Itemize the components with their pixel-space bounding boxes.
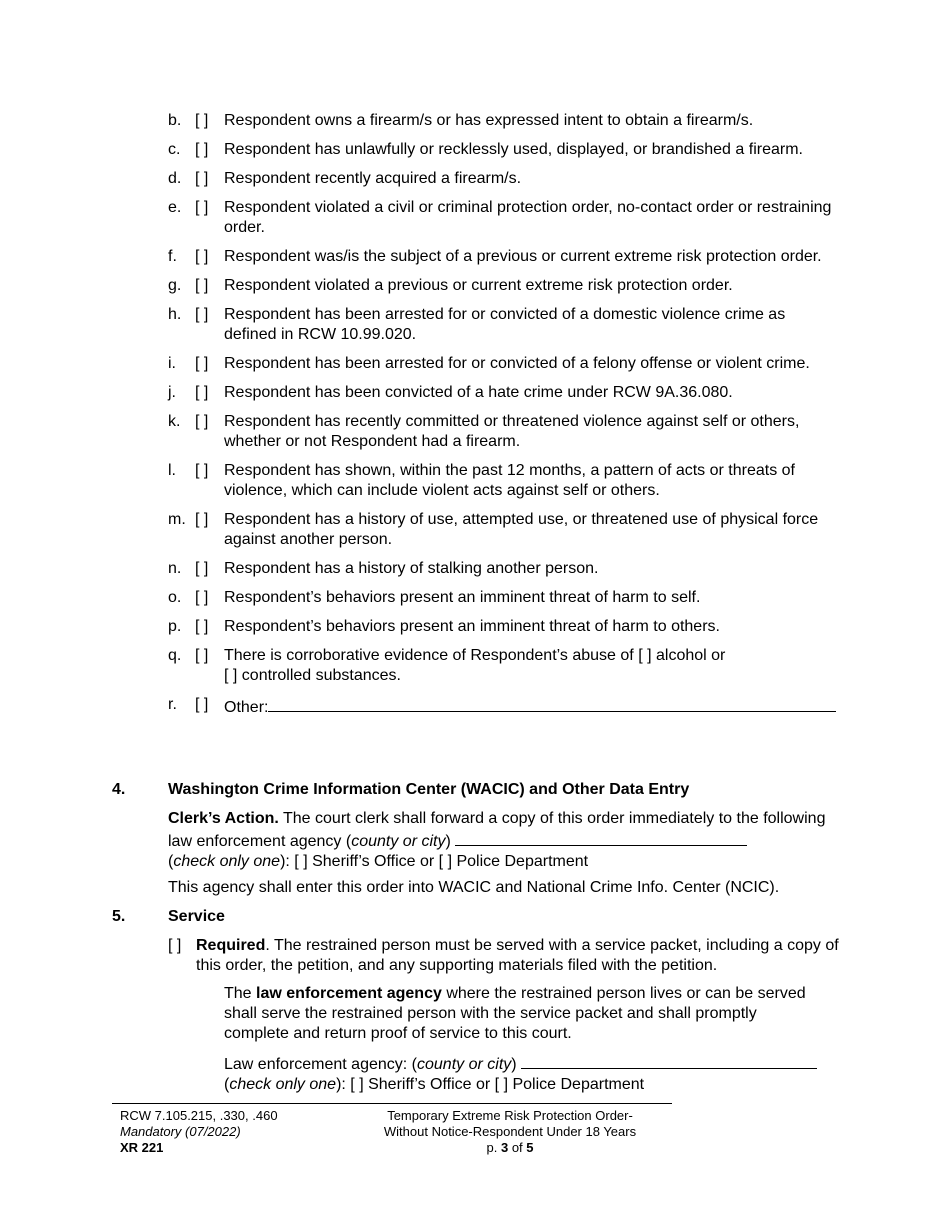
county-or-city: county or city xyxy=(351,833,446,850)
item-letter: n. xyxy=(168,560,182,577)
agency-input-line[interactable] xyxy=(455,829,747,846)
item-letter: p. xyxy=(168,618,182,635)
le-pre: The xyxy=(224,985,252,1002)
section-5-number: 5. xyxy=(112,908,126,925)
checkbox[interactable]: [ ] xyxy=(195,170,209,187)
item-text: Respondent has been arrested for or convicted of a felony offense or violent crime. xyxy=(224,355,810,372)
clerk-action-paragraph xyxy=(168,809,840,872)
footer-form-text: XR 221 xyxy=(120,1140,164,1155)
list-item xyxy=(0,412,950,452)
item-text: Respondent’s behaviors present an imminent threat of harm to self. xyxy=(224,589,701,606)
page-of: of xyxy=(511,1140,523,1155)
law-enforcement-label: law enforcement agency xyxy=(256,985,442,1002)
item-letter: f. xyxy=(168,248,177,265)
section-5-title: Service xyxy=(168,908,225,925)
checkbox[interactable]: [ ] xyxy=(195,277,209,294)
county-or-city: county or city xyxy=(417,1056,512,1073)
list-item xyxy=(0,559,950,579)
checkbox[interactable]: [ ] xyxy=(195,647,209,664)
sheriff-checkbox[interactable]: [ ] xyxy=(350,1076,364,1093)
check-only-one: check only one xyxy=(229,1076,337,1093)
clerk-action-label: Clerk’s Action. xyxy=(168,810,279,827)
close-paren-colon: ): xyxy=(336,1076,346,1093)
footer-title-line1: Temporary Extreme Risk Protection Order- xyxy=(387,1108,633,1123)
checkbox[interactable]: [ ] xyxy=(195,306,209,323)
close-paren: ) xyxy=(445,833,451,850)
close-paren-colon: ): xyxy=(280,853,290,870)
page-prefix: p. xyxy=(486,1140,498,1155)
item-letter: d. xyxy=(168,170,182,187)
required-text: . The restrained person must be served with a service packet, including a copy of this order, the petition, and any supporting materials filed with the petition. xyxy=(196,937,839,974)
section-4-number: 4. xyxy=(112,781,126,798)
item-text xyxy=(224,695,840,718)
item-text: Respondent violated a previous or current extreme risk protection order. xyxy=(224,277,733,294)
footer-page-number xyxy=(360,1140,660,1156)
item-letter: c. xyxy=(168,141,181,158)
list-item xyxy=(0,588,950,608)
item-letter: q. xyxy=(168,647,182,664)
item-text: Respondent has been convicted of a hate crime under RCW 9A.36.080. xyxy=(224,384,733,401)
controlled-label: controlled substances. xyxy=(241,667,401,684)
section-4-title: Washington Crime Information Center (WACIC) and Other Data Entry xyxy=(168,781,690,798)
item-letter: e. xyxy=(168,199,182,216)
item-text: Respondent has a history of use, attempted use, or threatened use of physical force against another person. xyxy=(224,511,819,548)
page-current: 3 xyxy=(500,1140,509,1155)
item-letter: l. xyxy=(168,462,176,479)
item-text: Respondent’s behaviors present an imminent threat of harm to others. xyxy=(224,618,720,635)
factor-list xyxy=(0,111,950,727)
police-checkbox[interactable]: [ ] xyxy=(438,853,453,870)
item-letter: h. xyxy=(168,306,182,323)
checkbox[interactable]: [ ] xyxy=(195,112,209,129)
checkbox[interactable]: [ ] xyxy=(195,199,209,216)
police-label: Police Department xyxy=(456,853,589,870)
item-text: Respondent has recently committed or threatened violence against self or others, whether or not Respondent had a firearm. xyxy=(224,413,800,450)
item-text xyxy=(224,646,840,686)
checkbox[interactable]: [ ] xyxy=(195,248,209,265)
footer-divider xyxy=(112,1103,672,1104)
required-paragraph xyxy=(196,936,846,976)
item-text: Respondent has unlawfully or recklessly used, displayed, or brandished a firearm. xyxy=(224,141,803,158)
other-label: Other: xyxy=(224,699,269,716)
agency-label: Law enforcement agency: ( xyxy=(224,1056,417,1073)
list-item xyxy=(0,247,950,267)
list-item xyxy=(0,510,950,550)
checkbox[interactable]: [ ] xyxy=(195,696,209,713)
item-letter: r. xyxy=(168,696,177,713)
footer-form-number xyxy=(120,1140,278,1156)
list-item xyxy=(0,617,950,637)
checkbox[interactable]: [ ] xyxy=(195,560,209,577)
list-item xyxy=(0,111,950,131)
list-item xyxy=(0,140,950,160)
alcohol-checkbox[interactable]: [ ] xyxy=(638,647,652,664)
item-letter: j. xyxy=(168,384,176,401)
checkbox[interactable]: [ ] xyxy=(195,384,209,401)
checkbox[interactable]: [ ] xyxy=(195,511,209,528)
open-paren: ( xyxy=(224,1076,230,1093)
required-label: Required xyxy=(196,937,266,954)
checkbox[interactable]: [ ] xyxy=(195,589,209,606)
item-text: Respondent violated a civil or criminal protection order, no-contact order or restraining order. xyxy=(224,199,832,236)
item-text: Respondent recently acquired a firearm/s. xyxy=(224,170,522,187)
agency-input-line[interactable] xyxy=(521,1052,817,1069)
page-total: 5 xyxy=(526,1140,534,1155)
list-item xyxy=(0,461,950,501)
footer-mandatory xyxy=(120,1124,278,1140)
checkbox[interactable]: [ ] xyxy=(195,618,209,635)
police-checkbox[interactable]: [ ] xyxy=(494,1076,509,1093)
footer-title-line2: Without Notice-Respondent Under 18 Years xyxy=(383,1124,637,1139)
clerk-action-text: The court clerk shall forward a copy of this order immediately to the following law enforcement agency ( xyxy=(168,810,826,850)
item-letter: b. xyxy=(168,112,182,129)
other-input-line[interactable] xyxy=(268,695,836,712)
item-letter: k. xyxy=(168,413,181,430)
close-paren: ) xyxy=(511,1056,517,1073)
list-item-r xyxy=(0,695,950,718)
checkbox[interactable]: [ ] xyxy=(195,462,209,479)
open-paren: ( xyxy=(168,853,174,870)
item-text: Respondent has been arrested for or convicted of a domestic violence crime as defined in RCW 10.99.020. xyxy=(224,306,786,343)
item-letter: g. xyxy=(168,277,182,294)
list-item xyxy=(0,276,950,296)
list-item xyxy=(0,305,950,345)
footer-mandatory-text: Mandatory (07/2022) xyxy=(120,1124,241,1139)
list-item xyxy=(0,198,950,238)
alcohol-label: alcohol or xyxy=(655,647,726,664)
police-label: Police Department xyxy=(512,1076,645,1093)
footer-center xyxy=(360,1108,660,1156)
sheriff-label: Sheriff’s Office or xyxy=(312,853,435,870)
checkbox[interactable]: [ ] xyxy=(195,355,209,372)
sheriff-checkbox[interactable]: [ ] xyxy=(294,853,308,870)
item-text: Respondent has a history of stalking another person. xyxy=(224,560,599,577)
list-item xyxy=(0,354,950,374)
list-item xyxy=(0,169,950,189)
item-text: Respondent was/is the subject of a previous or current extreme risk protection order. xyxy=(224,248,822,265)
checkbox[interactable]: [ ] xyxy=(195,141,209,158)
check-only-one: check only one xyxy=(173,853,281,870)
controlled-checkbox[interactable]: [ ] xyxy=(224,667,238,684)
item-text: Respondent has shown, within the past 12 months, a pattern of acts or threats of violence, which can include violent acts against self or others. xyxy=(224,462,795,499)
required-checkbox[interactable]: [ ] xyxy=(168,937,182,954)
list-item xyxy=(0,383,950,403)
wacic-entry-text: This agency shall enter this order into WACIC and National Crime Info. Center (NCIC). xyxy=(168,879,780,896)
law-enforcement-text: where the restrained person lives or can be served shall serve the restrained person with the service packet and shall promptly complete and return proof of service to this court. xyxy=(224,985,806,1042)
footer-rcw: RCW 7.105.215, .330, .460 xyxy=(120,1108,278,1123)
sheriff-label: Sheriff’s Office or xyxy=(368,1076,491,1093)
checkbox[interactable]: [ ] xyxy=(195,413,209,430)
agency-paragraph xyxy=(224,1052,844,1095)
item-letter: m. xyxy=(168,511,186,528)
list-item-q xyxy=(0,646,950,686)
footer-left xyxy=(120,1108,278,1156)
item-letter: o. xyxy=(168,589,182,606)
law-enforcement-paragraph xyxy=(224,984,824,1044)
item-letter: i. xyxy=(168,355,176,372)
item-text: Respondent owns a firearm/s or has expressed intent to obtain a firearm/s. xyxy=(224,112,754,129)
item-q-text: There is corroborative evidence of Respondent’s abuse of xyxy=(224,647,634,664)
